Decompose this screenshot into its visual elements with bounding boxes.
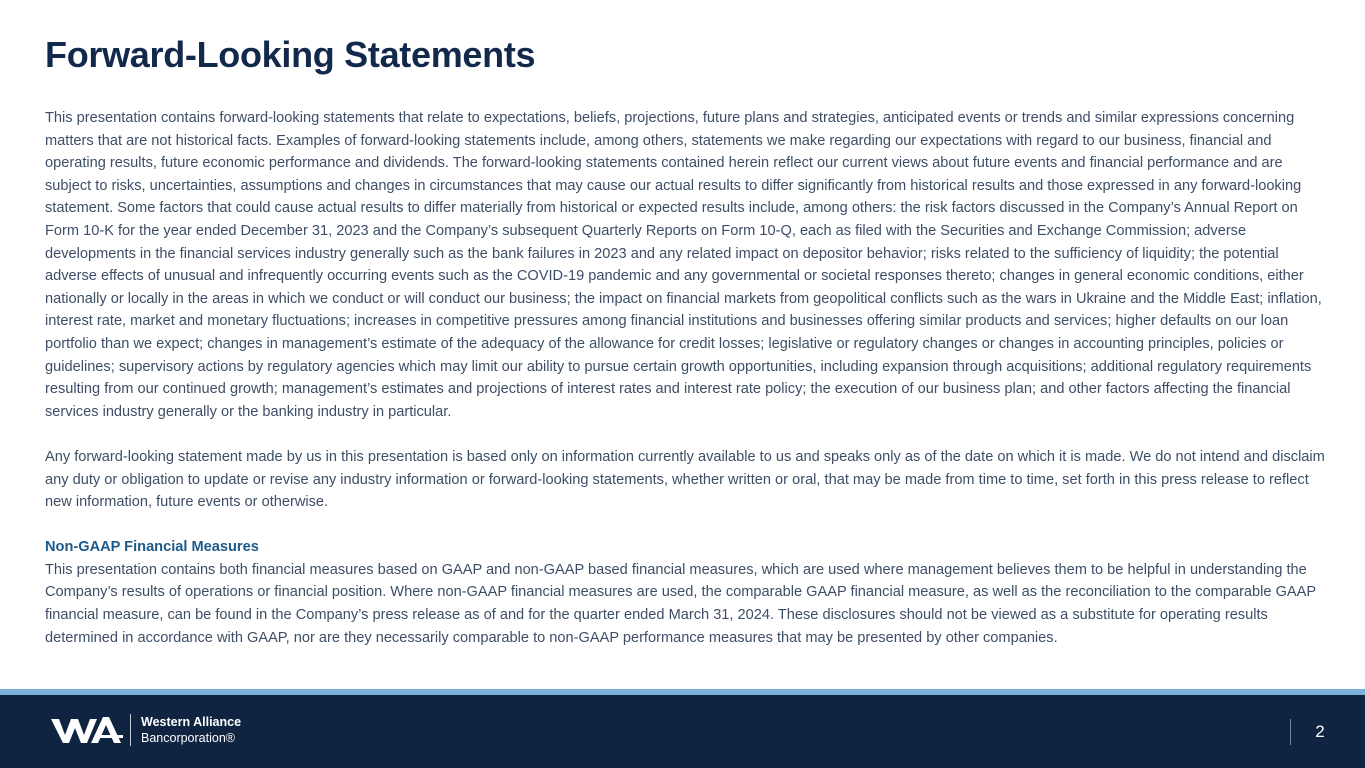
page-title: Forward-Looking Statements <box>45 34 536 75</box>
page-number: 2 <box>1315 722 1325 741</box>
footer <box>0 695 1365 768</box>
wa-monogram-icon <box>51 713 123 747</box>
slide-body <box>45 107 1330 649</box>
logo-subname: Bancorporation® <box>141 731 235 745</box>
logo-divider <box>130 714 131 746</box>
non-gaap-heading: Non-GAAP Financial Measures <box>45 539 259 556</box>
disclaimer-paragraph: Any forward-looking statement made by us in this presentation is based only on information currently available to us and speaks only as of the date on which it is made. We do not intend and disclaim any duty or obligation to update or revise any industry information or forward-looking statements, whether written or oral, that may be made from time to time, set forth in this press release to reflect new information, future events or otherwise. <box>45 448 1325 511</box>
page-number-divider <box>1290 719 1291 745</box>
company-logo <box>51 713 241 747</box>
logo-name: Western Alliance <box>141 715 242 729</box>
logo-wordmark <box>141 714 241 746</box>
non-gaap-paragraph: This presentation contains both financial measures based on GAAP and non-GAAP based financial measures, which are used where management believes them to be helpful in understanding the Company’s results of operations or financial position. Where non-GAAP financial measures are used, the comparable GAAP financial measure, as well as the reconciliation to the comparable GAAP financial measure, can be found in the Company’s press release as of and for the quarter ended March 31, 2024. These disclosures should not be viewed as a substitute for operating results determined in accordance with GAAP, nor are they necessarily comparable to non-GAAP performance measures that may be presented by other companies. <box>45 561 1316 646</box>
forward-looking-paragraph: This presentation contains forward-looking statements that relate to expectations, beliefs, projections, future plans and strategies, anticipated events or trends and similar expressions concerning matters that are not historical facts. Examples of forward-looking statements include, among others, statements we make regarding our expectations with regard to our business, financial and operating results, future economic performance and dividends. The forward-looking statements contained herein reflect our current views about future events and financial performance and are subject to risks, uncertainties, assumptions and changes in circumstances that may cause our actual results to differ significantly from historical results and those expressed in any forward-looking statement. Some factors that could cause actual results to differ materially from historical or expected results include, among others: the risk factors discussed in the Company’s Annual Report on Form 10-K for the year ended December 31, 2023 and the Company’s subsequent Quarterly Reports on Form 10-Q, each as filed with the Securities and Exchange Commission; adverse developments in the financial services industry generally such as the bank failures in 2023 and any related impact on depositor behavior; risks related to the sufficiency of liquidity; the potential adverse effects of unusual and infrequently occurring events such as the COVID-19 pandemic and any governmental or societal responses thereto; changes in general economic conditions, either nationally or locally in the areas in which we conduct or will conduct our business; the impact on financial markets from geopolitical conflicts such as the wars in Ukraine and the Middle East; inflation, interest rate, market and monetary fluctuations; increases in competitive pressures among financial institutions and businesses offering similar products and services; higher defaults on our loan portfolio than we expect; changes in management’s estimate of the adequacy of the allowance for credit losses; legislative or regulatory changes or changes in accounting principles, policies or guidelines; supervisory actions by regulatory agencies which may limit our ability to pursue certain growth opportunities, including expansion through acquisitions; additional regulatory requirements resulting from our continued growth; management’s estimates and projections of interest rates and interest rate policy; the execution of our business plan; and other factors affecting the financial services industry generally or the banking industry in particular. <box>45 110 1322 420</box>
